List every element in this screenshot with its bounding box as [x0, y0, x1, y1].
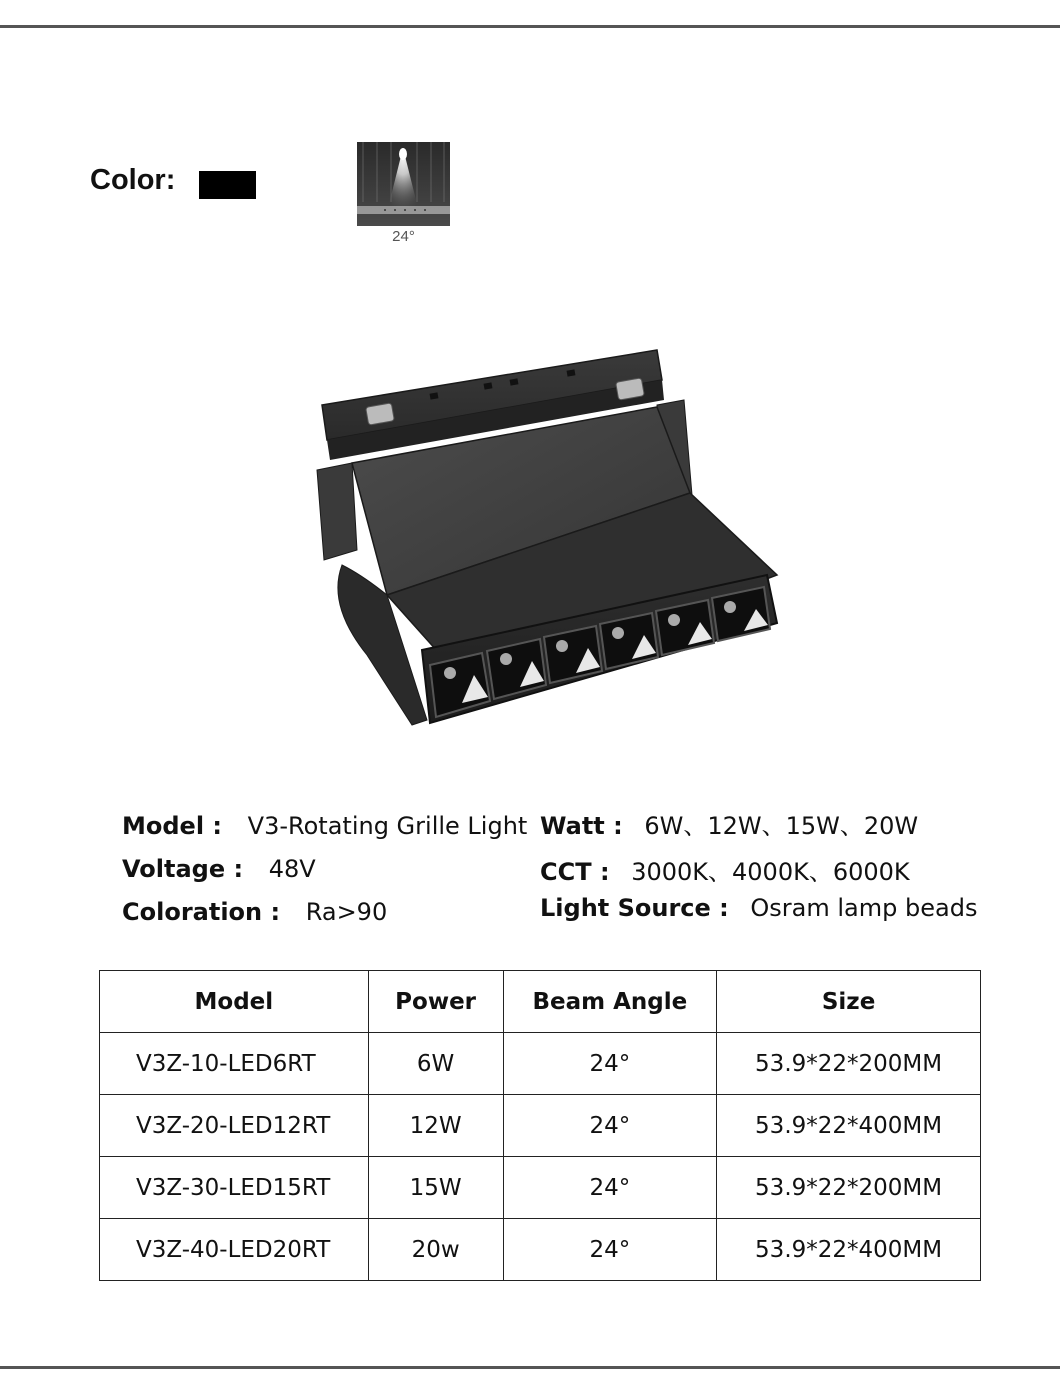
table-row	[100, 1219, 981, 1281]
spec-key: Coloration :	[122, 898, 281, 926]
cell-model: V3Z-10-LED6RT	[100, 1033, 369, 1095]
header-beam-angle: Beam Angle	[503, 971, 717, 1033]
product-image-rotating-grille-light	[312, 345, 780, 730]
header-power: Power	[368, 971, 503, 1033]
cell-model: V3Z-40-LED20RT	[100, 1219, 369, 1281]
cell-size: 53.9*22*200MM	[717, 1157, 981, 1219]
spec-model	[122, 812, 527, 840]
cell-power: 12W	[368, 1095, 503, 1157]
spec-coloration	[122, 898, 387, 926]
spec-key: Voltage :	[122, 855, 244, 883]
color-swatch-black[interactable]	[199, 171, 256, 199]
spec-cct	[540, 852, 910, 887]
cell-model: V3Z-30-LED15RT	[100, 1157, 369, 1219]
spec-key: Watt :	[540, 812, 623, 840]
cell-power: 6W	[368, 1033, 503, 1095]
spec-value: V3-Rotating Grille Light	[247, 812, 528, 840]
spec-value: 3000K、4000K、6000K	[631, 858, 910, 886]
top-divider	[0, 25, 1060, 28]
spec-key: Model :	[122, 812, 223, 840]
spec-watt	[540, 806, 918, 841]
spec-value: Osram lamp beads	[750, 894, 978, 922]
beam-angle-thumbnail	[357, 142, 450, 226]
header-size: Size	[717, 971, 981, 1033]
cell-beam-angle: 24°	[503, 1095, 717, 1157]
cell-beam-angle: 24°	[503, 1033, 717, 1095]
spec-key: Light Source :	[540, 894, 729, 922]
spec-value: Ra>90	[305, 898, 388, 926]
color-label: Color:	[90, 164, 176, 196]
spec-value: 48V	[268, 855, 316, 883]
cell-model: V3Z-20-LED12RT	[100, 1095, 369, 1157]
table-row	[100, 1095, 981, 1157]
cell-beam-angle: 24°	[503, 1157, 717, 1219]
header-model: Model	[100, 971, 369, 1033]
cell-power: 15W	[368, 1157, 503, 1219]
spec-voltage	[122, 855, 316, 883]
cell-size: 53.9*22*400MM	[717, 1219, 981, 1281]
cell-power: 20w	[368, 1219, 503, 1281]
cell-beam-angle: 24°	[503, 1219, 717, 1281]
cell-size: 53.9*22*400MM	[717, 1095, 981, 1157]
model-spec-table	[99, 970, 981, 1281]
table-row	[100, 1157, 981, 1219]
table-row	[100, 1033, 981, 1095]
spec-value: 6W、12W、15W、20W	[644, 812, 919, 840]
beam-angle-caption: 24°	[392, 228, 415, 245]
cell-size: 53.9*22*200MM	[717, 1033, 981, 1095]
spec-light-source	[540, 894, 977, 922]
table-header-row	[100, 971, 981, 1033]
bottom-divider	[0, 1366, 1060, 1369]
spec-key: CCT :	[540, 858, 610, 886]
